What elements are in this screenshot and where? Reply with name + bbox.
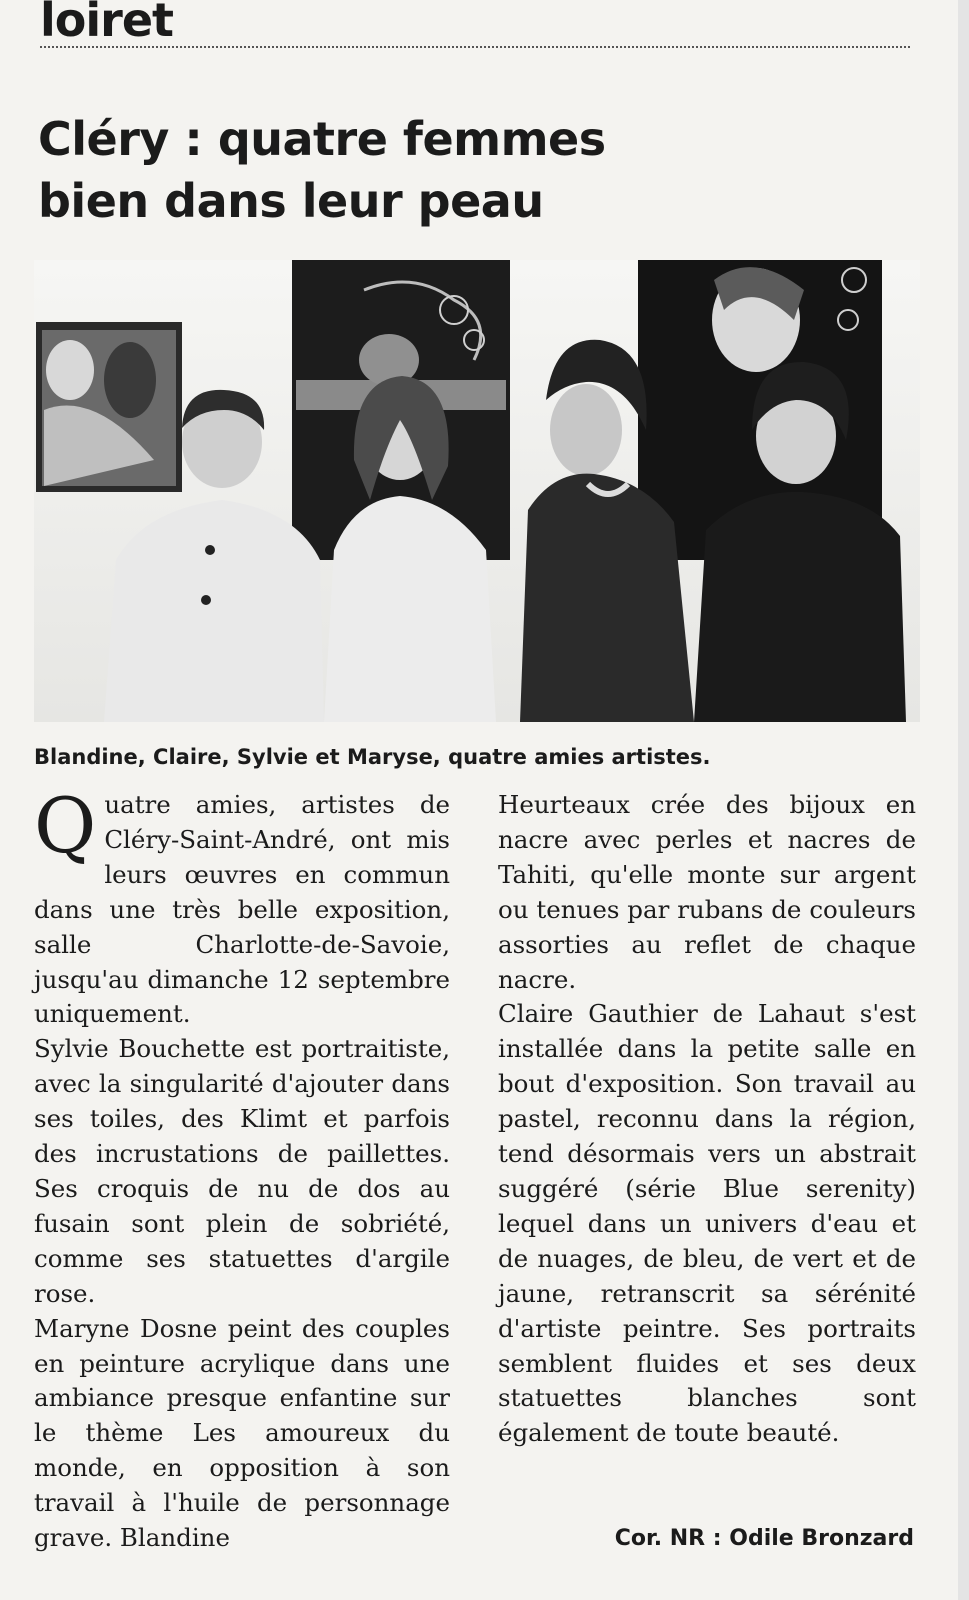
photo-caption: Blandine, Claire, Sylvie et Maryse, quatre amies artistes. [34,745,711,769]
article-column-left [34,781,450,1556]
page-edge [958,0,969,1600]
paragraph-intro [34,781,450,1032]
paragraph-claire: Claire Gauthier de Lahaut s'est installée dans la petite salle en bout d'exposition. Son travail au pastel, reconnu dans la région, tend désormais vers un abstrait suggéré (série Blue serenity) lequel dans un univers d'eau et de nuages, de bleu, de vert et de jaune, retranscrit sa sérénité d'artiste peintre. Ses portraits semblent fluides et ses deux statuettes blanches sont également de toute beauté. [498,999,916,1448]
article-photo [34,260,920,722]
paragraph-sylvie: Sylvie Bouchette est portraitiste, avec la singularité d'ajouter dans ses toiles, des Klimt et parfois des incrustations de paillettes. Ses croquis de nu de dos au fusain sont plein de sobriété, comme ses statuettes d'argile rose. [34,1034,450,1308]
paragraph-blandine: Heurteaux crée des bijoux en nacre avec perles et nacres de Tahiti, qu'elle monte sur argent ou tenues par rubans de couleurs assorties au reflet de chaque nacre. [498,790,916,994]
headline [38,108,898,232]
headline-line-2: bien dans leur peau [38,174,544,228]
article-column-right [498,788,916,1451]
headline-line-1: Cléry : quatre femmes [38,112,606,166]
byline: Cor. NR : Odile Bronzard [614,1526,914,1551]
paragraph-maryne: Maryne Dosne peint des couples en peinture acrylique dans une ambiance presque enfantine sur le thème Les amoureux du monde, en opposition à son travail à l'huile de personnage grave. Blandine [34,1313,450,1553]
drop-cap: Q [34,781,97,870]
paragraph-intro-text: uatre amies, artistes de Cléry-Saint-André, ont mis leurs œuvres en commun dans une très belle exposition, salle Charlotte-de-Savoie, jusqu'au dimanche 12 septembre uniquement. [34,790,450,1029]
painting-left [36,322,182,492]
section-rule [40,46,910,48]
section-label: loiret [40,0,174,47]
